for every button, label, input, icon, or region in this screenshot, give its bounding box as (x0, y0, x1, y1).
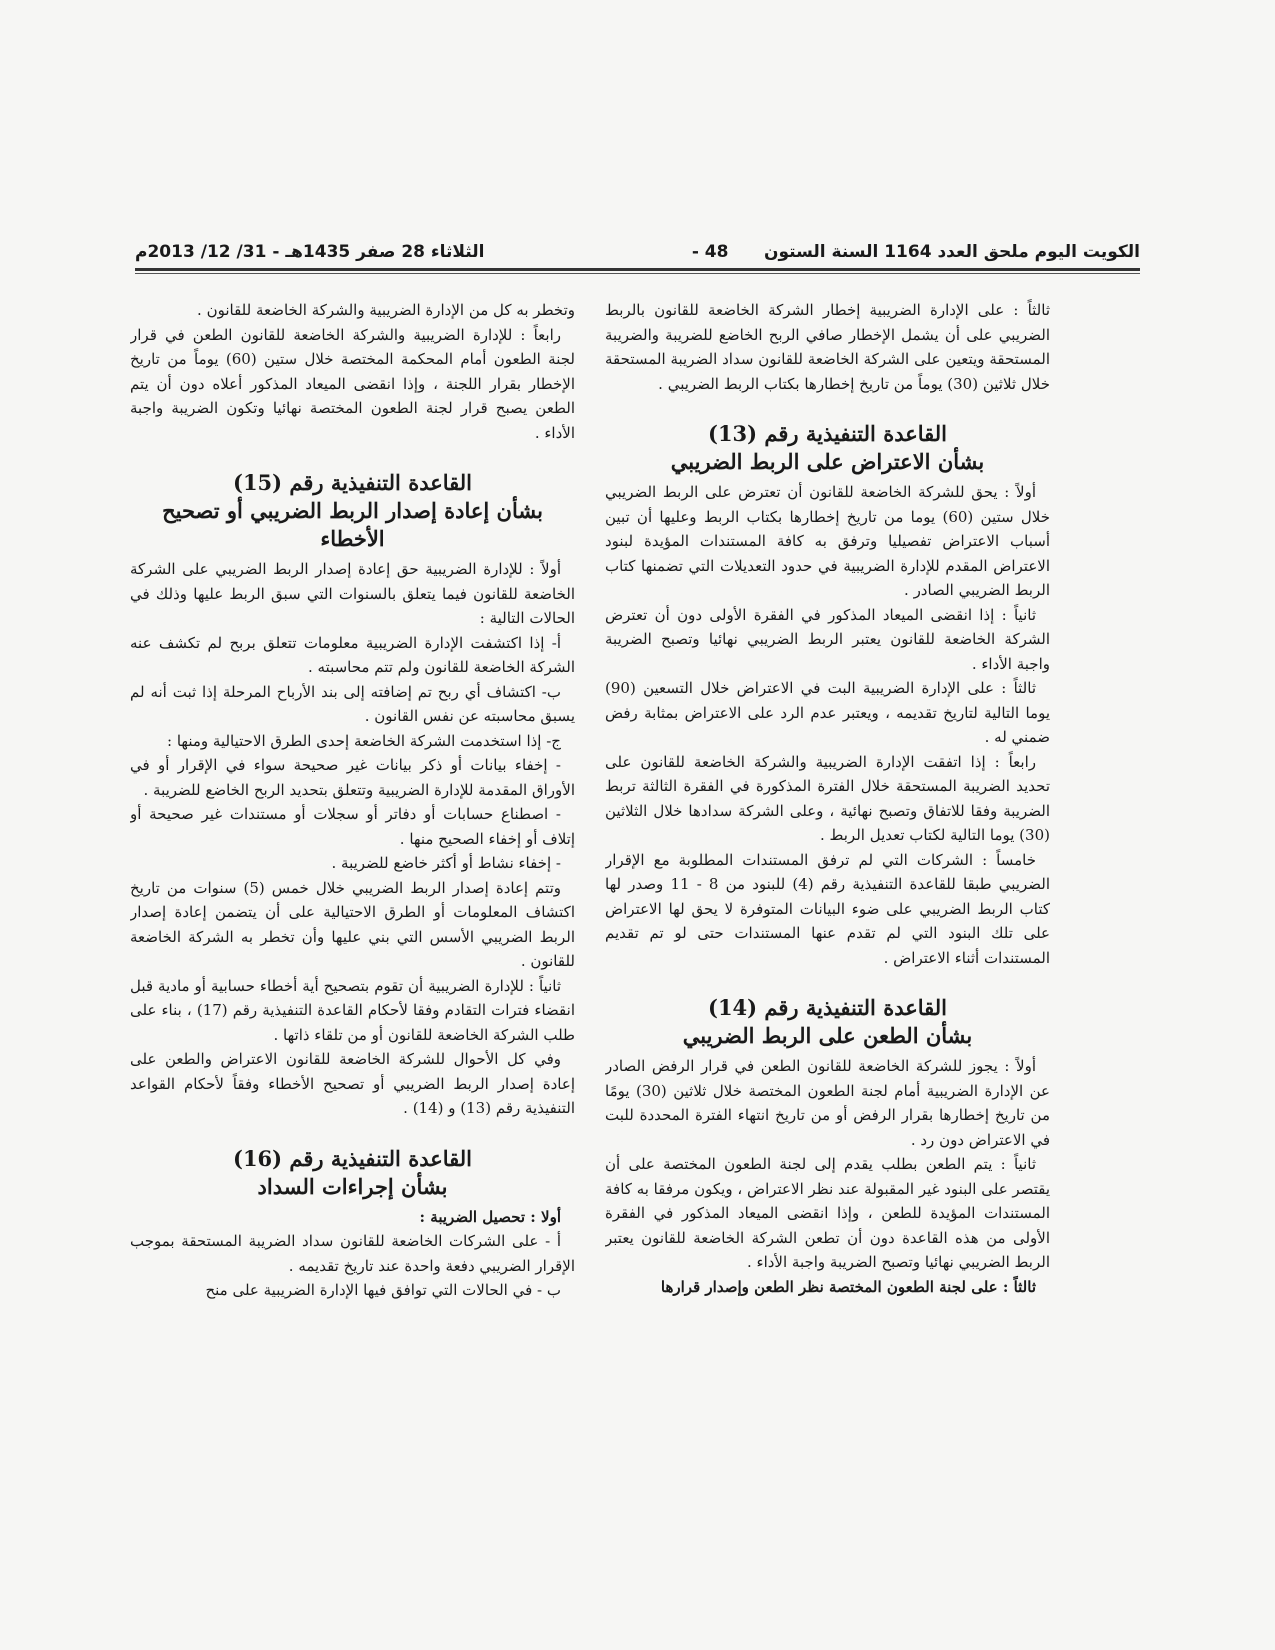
rule-15-subtitle: بشأن إعادة إصدار الربط الضريبي أو تصحيح الأخطاء (162, 498, 543, 551)
page-header (135, 238, 1140, 268)
paragraph: أولاً : للإدارة الضريبية حق إعادة إصدار الربط الضريبي على الشركة الخاضعة للقانون فيما يتعلق بالسنوات التي سبق الربط عليها وذلك في الحالات التالية : (130, 560, 575, 627)
rule-14-subtitle: بشأن الطعن على الربط الضريبي (682, 1023, 973, 1048)
right-column (605, 298, 1050, 1628)
paragraph: ثالثاً : على لجنة الطعون المختصة نظر الطعن وإصدار قرارها (660, 1277, 1036, 1296)
rule-16-subtitle: بشأن إجراءات السداد (257, 1173, 448, 1199)
list-item: - إخفاء نشاط أو أكثر خاضع للضريبة . (331, 854, 561, 872)
paragraph: ثانياً : يتم الطعن بطلب يقدم إلى لجنة الطعون المختصة على أن يقتصر على البنود غير المقبولة عند نظر الاعتراض ، ويكون مرفقا به كافة المستندات المؤيدة للطعن ، وإذا انقضى الميعاد المذكور في الفقرة الأولى من هذه القاعدة دون أن تطعن الشركة الخاضعة للقانون يعتبر الربط الضريبي نهائيا وتصبح الضريبة واجبة الأداء . (605, 1155, 1050, 1271)
list-item: - اصطناع حسابات أو دفاتر أو سجلات أو مستندات غير صحيحة أو إتلاف أو إخفاء الصحيح منها . (130, 805, 575, 848)
rule-13-subtitle: بشأن الاعتراض على الربط الضريبي (670, 449, 985, 474)
paragraph: أولاً : يحق للشركة الخاضعة للقانون أن تعترض على الربط الضريبي خلال ستين (60) يوما من تاريخ إخطارها بكتاب الربط وعليها أن تبين أسباب الاعتراض تفصيليا وترفق به كافة المستندات المؤيدة لبنود الاعتراض المقدم للإدارة الضريبية في حدود التعديلات التي تضمنها كتاب الربط الضريبي الصادر . (605, 483, 1050, 599)
paragraph: ثانياً : إذا انقضى الميعاد المذكور في الفقرة الأولى دون أن تعترض الشركة الخاضعة للقانون يعتبر الربط الضريبي نهائيا وتصبح الضريبة واجبة الأداء . (605, 605, 1050, 673)
list-item: أ - على الشركات الخاضعة للقانون سداد الضريبة المستحقة بموجب الإقرار الضريبي دفعة واحدة عند تاريخ تقديمه . (130, 1232, 575, 1275)
rule-13-title: القاعدة التنفيذية رقم (13) (708, 421, 947, 446)
list-item: - إخفاء بيانات أو ذكر بيانات غير صحيحة سواء في الإقرار أو في الأوراق المقدمة للإدارة الضريبية وتتعلق بتحديد الربح الخاضع للضريبة . (130, 756, 575, 799)
header-rule-thin (135, 273, 1140, 274)
list-item: أ- إذا اكتشفت الإدارة الضريبية معلومات تتعلق بربح لم تكشف عنه الشركة الخاضعة للقانون ولم تتم محاسبته . (130, 633, 575, 676)
page-number: 48 - (691, 242, 729, 262)
paragraph: ثالثاً : على الإدارة الضريبية إخطار الشركة الخاضعة للقانون بالربط الضريبي على أن يشمل الإخطار صافي الربح الخاضع للضريبة والضريبة المستحقة ويتعين على الشركة الخاضعة للقانون سداد الضريبة المستحقة خلال ثلاثين (30) يوماً من تاريخ إخطارها بكتاب الربط الضريبي . (605, 301, 1050, 393)
rule-14-title: القاعدة التنفيذية رقم (14) (708, 995, 947, 1020)
publication-title (692, 242, 1140, 262)
paragraph: رابعاً : إذا اتفقت الإدارة الضريبية والشركة الخاضعة للقانون على تحديد الضريبة المستحقة خلال الفترة المذكورة في الفقرة الثالثة تربط الضريبة وفقا للاتفاق وتصبح نهائية ، وعلى الشركة سدادها خلال الثلاثين (30) يوما التالية لكتاب تعديل الربط . (605, 752, 1050, 844)
rule-16-title: القاعدة التنفيذية رقم (16) (233, 1145, 472, 1171)
paragraph: ثانياً : للإدارة الضريبية أن تقوم بتصحيح أية أخطاء حسابية أو مادية قبل انقضاء فترات التقادم وفقا لأحكام القاعدة التنفيذية رقم (17) ، بناء على طلب الشركة الخاضعة للقانون أو من تلقاء ذاتها . (130, 976, 575, 1044)
list-item: ب- اكتشاف أي ربح تم إضافته إلى بند الأرباح المرحلة إذا ثبت أنه لم يسبق محاسبته عن نفس القانون . (130, 682, 575, 725)
issue-date: الثلاثاء 28 صفر 1435هـ - 31/ 12/ 2013م (135, 242, 485, 262)
list-item: ج- إذا استخدمت الشركة الخاضعة إحدى الطرق الاحتيالية ومنها : (167, 731, 561, 750)
paragraph: وتتم إعادة إصدار الربط الضريبي خلال خمس (5) سنوات من تاريخ اكتشاف المعلومات أو الطرق الاحتيالية على أن يتضمن إعادة إصدار الربط الضريبي الأسس التي بني عليها وأن تخطر به الشركة الخاضعة للقانون . (130, 878, 575, 970)
paragraph: وفي كل الأحوال للشركة الخاضعة للقانون الاعتراض والطعن على إعادة إصدار الربط الضريبي أو تصحيح الأخطاء وفقاً لأحكام القواعد التنفيذية رقم (13) و (14) . (130, 1050, 575, 1117)
paragraph: أولاً : يجوز للشركة الخاضعة للقانون الطعن في قرار الرفض الصادر عن الإدارة الضريبية أمام لجنة الطعون المختصة خلال ثلاثين (30) يومًا من تاريخ إخطارها بقرار الرفض أو من تاريخ انتهاء الفترة المحددة للبت في الاعتراض دون رد . (605, 1057, 1050, 1149)
paragraph: رابعاً : للإدارة الضريبية والشركة الخاضعة للقانون الطعن في قرار لجنة الطعون أمام المحكمة المختصة خلال ستين (60) يوماً من تاريخ الإخطار بقرار اللجنة ، وإذا انقضى الميعاد المذكور أعلاه دون أن يتم الطعن يصبح قرار لجنة الطعون المختصة نهائيا وتكون الضريبة واجبة الأداء . (130, 325, 575, 442)
rule-15-title: القاعدة التنفيذية رقم (15) (233, 470, 472, 495)
list-item: ب - في الحالات التي توافق فيها الإدارة الضريبية على منح (205, 1281, 561, 1299)
paragraph: خامساً : الشركات التي لم ترفق المستندات المطلوبة مع الإقرار الضريبي طبقا للقاعدة التنفيذية رقم (4) للبنود من 8 - 11 وصدر لها كتاب الربط الضريبي على ضوء البيانات المتوفرة لا يحق لها الاعتراض على تلك البنود التي لم تقدم عنها المستندات حتى لو تم تقديم المستندات أثناء الاعتراض . (605, 850, 1050, 967)
header-rule (135, 268, 1140, 271)
publication-name: الكويت اليوم ملحق العدد 1164 السنة الستون (763, 242, 1140, 262)
paragraph: ثالثاً : على الإدارة الضريبية البت في الاعتراض خلال التسعين (90) يوما التالية لتاريخ تقديمه ، ويعتبر عدم الرد على الاعتراض بمثابة رفض ضمني له . (605, 679, 1050, 746)
left-column (130, 298, 575, 1628)
paragraph: وتخطر به كل من الإدارة الضريبية والشركة الخاضعة للقانون . (197, 301, 575, 319)
section-heading: أولا : تحصيل الضريبة : (419, 1207, 561, 1226)
